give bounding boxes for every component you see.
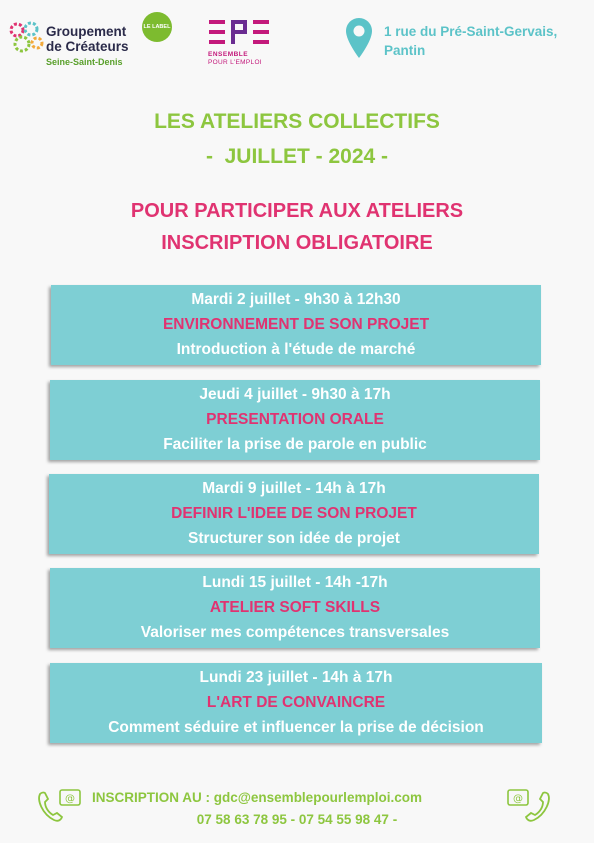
- address: [384, 22, 557, 60]
- workshop-title: PRESENTATION ORALE: [206, 411, 384, 428]
- workshop-title: DEFINIR L'IDEE DE SON PROJET: [171, 505, 417, 522]
- workshop-card-1: [51, 285, 541, 365]
- workshop-card-4: [50, 568, 540, 648]
- workshop-card-2: [50, 380, 540, 460]
- workshop-title: ATELIER SOFT SKILLS: [209, 599, 381, 616]
- phone-numbers: 07 58 63 78 95 - 07 54 55 98 47 -: [196, 812, 398, 827]
- svg-text:@: @: [513, 793, 523, 805]
- workshop-description: Comment séduire et influencer la prise de décision: [108, 719, 484, 736]
- workshop-title: L'ART DE CONVAINCRE: [206, 694, 386, 711]
- workshop-date: Mardi 2 juillet - 9h30 à 12h30: [191, 291, 401, 308]
- workshop-date: Lundi 23 juillet - 14h à 17h: [199, 669, 393, 686]
- month-title: - JUILLET - 2024 -: [205, 145, 389, 168]
- workshop-description: Valoriser mes compétences transversales: [140, 624, 450, 641]
- workshop-date: Jeudi 4 juillet - 9h30 à 17h: [199, 386, 391, 403]
- epe-logo-mark: [209, 20, 269, 44]
- workshop-description: Introduction à l'étude de marché: [176, 341, 416, 358]
- workshop-date: Mardi 9 juillet - 14h à 17h: [202, 480, 386, 497]
- gdc-title: [46, 24, 129, 54]
- label-badge: LE LABEL: [142, 12, 172, 42]
- gears-icon: [8, 20, 44, 56]
- gdc-title-line2: de Créateurs: [46, 39, 129, 54]
- page-title: LES ATELIERS COLLECTIFS: [154, 110, 440, 133]
- workshop-description: Structurer son idée de projet: [188, 530, 400, 547]
- workshop-date: Lundi 15 juillet - 14h -17h: [202, 574, 388, 591]
- phone-email-icon-right: [504, 786, 554, 826]
- address-line2: Pantin: [384, 43, 426, 58]
- header: [0, 0, 594, 90]
- notice-line2: INSCRIPTION OBLIGATOIRE: [161, 232, 433, 254]
- gdc-subtitle: Seine-Saint-Denis: [46, 57, 123, 67]
- workshop-description: Faciliter la prise de parole en public: [163, 436, 427, 453]
- location-pin-icon: [346, 18, 372, 58]
- svg-text:@: @: [65, 793, 75, 805]
- groupement-createurs-logo: [8, 18, 171, 74]
- workshop-card-3: [49, 474, 539, 554]
- ensemble-pour-emploi-logo: [205, 20, 275, 70]
- workshop-card-5: [50, 663, 542, 743]
- epe-line2: POUR L'EMPLOI: [208, 59, 262, 66]
- notice-line1: POUR PARTICIPER AUX ATELIERS: [130, 200, 464, 222]
- address-line1: 1 rue du Pré-Saint-Gervais,: [384, 24, 558, 39]
- workshop-title: ENVIRONNEMENT DE SON PROJET: [162, 316, 430, 333]
- epe-line1: ENSEMBLE: [208, 51, 249, 58]
- inscription-email: INSCRIPTION AU : gdc@ensemblepourlemploi.com: [92, 790, 422, 805]
- gdc-title-line1: Groupement: [46, 24, 127, 39]
